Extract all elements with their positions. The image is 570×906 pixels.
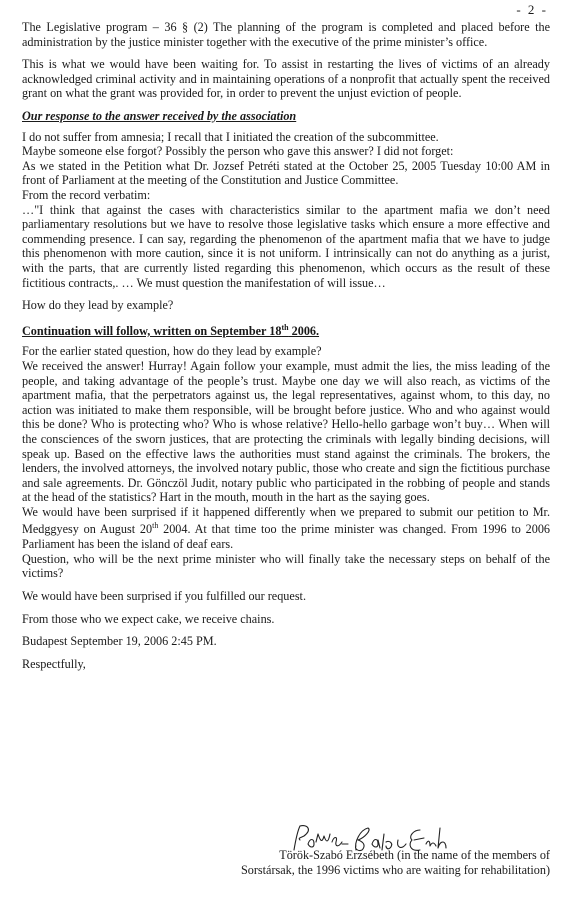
paragraph-waiting-for: This is what we would have been waiting for. To assist in restarting the lives of victims of an already acknowledged criminal activity and in maintaining operations of a nonprofit that actually spent the received grant on what the grant was provided for, in order to prevent the unjust eviction of people. [22, 57, 550, 101]
paragraph-lead-by-example: How do they lead by example? [22, 298, 174, 313]
paragraph-quote: …"I think that against the cases with characteristics similar to the apartment mafia we don’t need parliamentary resolutions but we have to resolve those legislative tasks which ensure a more effective and commending presence. I can say, regarding the phenomenon of the apartment mafia that we have to judge this phenomenon with more caution, since it is not uniform. I intrinsically can not do anything as a jurist, with the parts, that are currently listed regarding this phenomenon, which occurs as the result of these fictitious contracts,. … We must question the manifestation of will issue… [22, 202, 550, 290]
section-heading-continuation: Continuation will follow, written on September 18th 2006. [22, 322, 320, 338]
paragraph-respectfully: Respectfully, [22, 656, 86, 671]
paragraph-next-prime-minister: Question, who will be the next prime minister who will finally take the necessary steps on behalf of the victims? [22, 551, 550, 581]
signer-affiliation-line: Sorstársak, the 1996 victims who are waiting for rehabilitation) [240, 862, 550, 877]
signer-details [241, 848, 550, 877]
paragraph-legislative-program: The Legislative program – 36 § (2) The planning of the program is completed and placed before the administration by the justice minister together with the executive of the prime minister’s office. [22, 20, 550, 49]
paragraph-request: We would have been surprised if you fulfilled our request. [22, 588, 306, 603]
body-text [22, 20, 550, 671]
section-heading-response: Our response to the answer received by the association [22, 108, 297, 123]
paragraph-record-verbatim: From the record verbatim: [22, 187, 151, 202]
paragraph-answer-received: We received the answer! Hurray! Again follow your example, must admit the lies, the miss leading of the people, and taking advantage of the people’s trust. Maybe one day we will also reach, as victims of the apartment mafia, that the perpetrators against us, the legal representatives, against whom, to this day, no action was initiated to make them responsible, will be brought before justice. Who and who against would this be done? Who is protecting who? Who is whose relative? Hello-hello garbage won’t buy… When will the consciences of the sworn justices, that are protecting the criminals with legally binding decisions, will speak up. Based on the effective laws the authorities must stand against the criminals. The brokers, the lenders, the involved attorneys, the involved notary public, those who create and sign the fictitious purchase and sale agreements. Dr. Gönczöl Judit, notary public who participated in the robbing of people and stands at the head of the statistics? Hart in the mouth, mouth in the hart as the saying goes. [22, 358, 550, 505]
paragraph-amnesia: I do not suffer from amnesia; I recall that I initiated the creation of the subcommittee. [22, 129, 439, 144]
page-number: - 2 - [516, 2, 548, 17]
paragraph-date-place: Budapest September 19, 2006 2:45 PM. [22, 634, 217, 649]
paragraph-surprised-petition: We would have been surprised if it happened differently when we prepared to submit our petition to Mr. Medggyesy on August 20th 2004. At that time too the prime minister was changed. From 1996 to 2006 Parliament has been the island of deaf ears. [22, 504, 551, 552]
paragraph-petition: As we stated in the Petition what Dr. Jozsef Petréti stated at the October 25, 2005 Tuesday 10:00 AM in front of Parliament at the meeting of the Constitution and Justice Committee. [22, 158, 550, 188]
paragraph-cake-chains: From those who we expect cake, we receive chains. [22, 611, 275, 626]
paragraph-forgot: Maybe someone else forgot? Possibly the person who gave this answer? I did not forget: [22, 144, 454, 159]
signer-name-line: Török-Szabó Erzsébeth (in the name of the members of [279, 848, 550, 862]
paragraph-earlier-question: For the earlier stated question, how do they lead by example? [22, 344, 322, 359]
